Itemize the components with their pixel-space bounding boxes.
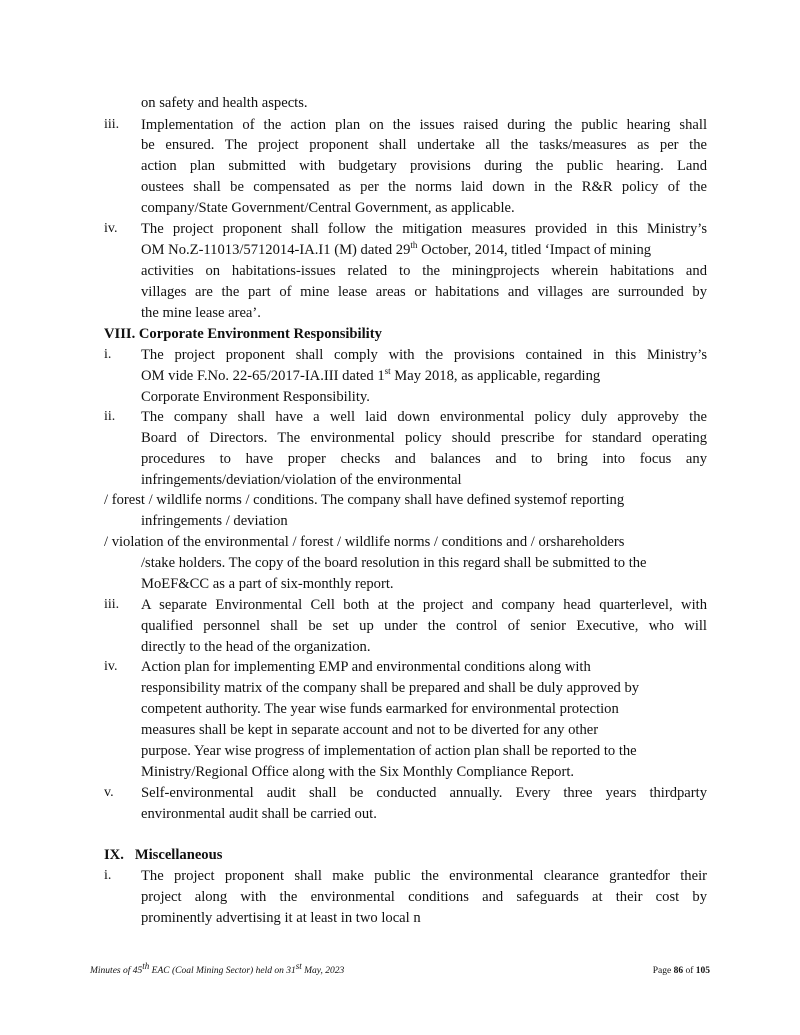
paragraph-line: The project proponent shall make public the environmental clearance grantedfor their (141, 868, 707, 884)
paragraph-line: villages are the part of mine lease areas or habitations and villages are surrounded by (141, 284, 707, 300)
paragraph-line: Corporate Environment Responsibility. (141, 389, 370, 405)
paragraph-line: be ensured. The project proponent shall undertake all the tasks/measures as per the (141, 137, 707, 153)
page-number: Page 86 of 105 (652, 966, 710, 976)
paragraph-line: The project proponent shall comply with the provisions contained in this Ministry’s (141, 347, 707, 363)
paragraph-line: infringements/deviation/violation of the environmental (141, 472, 462, 488)
paragraph-line: oustees shall be compensated as per the norms laid down in the R&R policy of the (141, 179, 707, 195)
paragraph-line: The project proponent shall follow the mitigation measures provided in this Ministry’s (141, 221, 707, 237)
paragraph-line: responsibility matrix of the company shall be prepared and shall be duly approved by (141, 680, 640, 696)
paragraph-line: / violation of the environmental / forest / wildlife norms / conditions and / orshareholders (104, 534, 625, 550)
continuation-line: on safety and health aspects. (141, 95, 308, 111)
paragraph-line: procedures to have proper checks and balances and to bring into focus any (141, 451, 707, 467)
item-number: iii. (104, 597, 120, 612)
section-heading: VIII. Corporate Environment Responsibility (104, 326, 382, 342)
item-number: i. (104, 347, 112, 362)
paragraph-line: measures shall be kept in separate account and not to be diverted for any other (141, 722, 599, 738)
paragraph-line: activities on habitations-issues related to the miningprojects wherein habitations and (141, 263, 707, 279)
paragraph-line: / forest / wildlife norms / conditions. The company shall have defined systemof reporting (104, 492, 625, 508)
paragraph-line: OM No.Z-11013/5712014-IA.I1 (M) dated 29th October, 2014, titled ‘Impact of mining (141, 240, 652, 258)
section-heading: IX. Miscellaneous (104, 847, 223, 863)
item-number: i. (104, 868, 112, 883)
item-number: v. (104, 785, 114, 800)
paragraph-line: competent authority. The year wise funds earmarked for environmental protection (141, 701, 619, 717)
paragraph-line: directly to the head of the organization. (141, 639, 371, 655)
paragraph-line: environmental audit shall be carried out. (141, 806, 377, 822)
item-number: iv. (104, 221, 118, 236)
paragraph-line: prominently advertising it at least in two local n (141, 910, 421, 926)
paragraph-line: company/State Government/Central Government, as applicable. (141, 200, 515, 216)
paragraph-line: Action plan for implementing EMP and environmental conditions along with (141, 659, 591, 675)
paragraph-line: Implementation of the action plan on the issues raised during the public hearing shall (141, 117, 707, 133)
footer-left: Minutes of 45th EAC (Coal Mining Sector) held on 31st May, 2023 (90, 960, 345, 976)
paragraph-line: infringements / deviation (141, 513, 288, 529)
item-number: ii. (104, 409, 116, 424)
paragraph-line: project along with the environmental conditions and safeguards at their cost by (141, 889, 707, 905)
paragraph-line: the mine lease area’. (141, 305, 261, 321)
paragraph-line: OM vide F.No. 22-65/2017-IA.III dated 1st May 2018, as applicable, regarding (141, 366, 601, 384)
paragraph-line: A separate Environmental Cell both at the project and company head quarterlevel, with (141, 597, 707, 613)
paragraph-line: The company shall have a well laid down environmental policy duly approveby the (141, 409, 707, 425)
paragraph-line: Self-environmental audit shall be conducted annually. Every three years thirdparty (141, 785, 707, 801)
paragraph-line: Ministry/Regional Office along with the Six Monthly Compliance Report. (141, 764, 575, 780)
item-number: iv. (104, 659, 118, 674)
item-number: iii. (104, 117, 120, 132)
paragraph-line: MoEF&CC as a part of six-monthly report. (141, 576, 394, 592)
paragraph-line: purpose. Year wise progress of implementation of action plan shall be reported to the (141, 743, 637, 759)
paragraph-line: qualified personnel shall be set up under the control of senior Executive, who will (141, 618, 707, 634)
paragraph-line: action plan submitted with budgetary provisions during the public hearing. Land (141, 158, 707, 174)
paragraph-line: /stake holders. The copy of the board resolution in this regard shall be submitted to the (141, 555, 647, 571)
paragraph-line: Board of Directors. The environmental policy should prescribe for standard operating (141, 430, 707, 446)
